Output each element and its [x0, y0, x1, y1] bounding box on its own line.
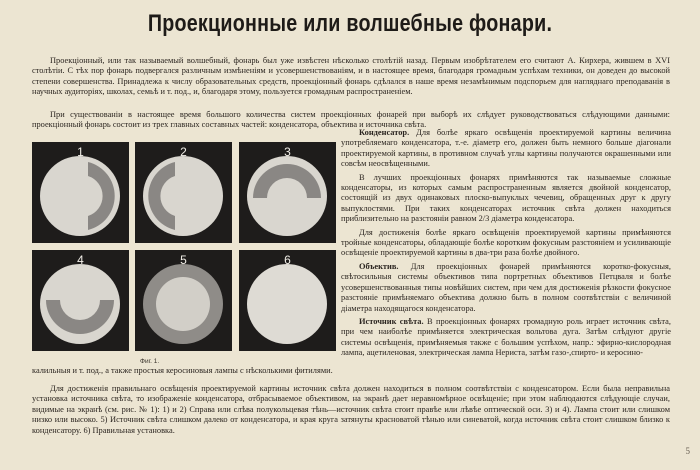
panel-number: 5	[180, 253, 187, 267]
objective-text: Для проекціонных фонарей примѣняются коротко-фокусныя, свѣтосильныя системы объективов типа портретных объективов Петцваля и болѣе усовершенствованныя типы новѣйших систем, при чем для достиженія рѣзкости фокусное разстояніе примѣняемаго объектива должно быть в полном соотвѣтствіи с величиной діаметра находящагося конденсатора.	[341, 261, 671, 313]
lamps-continuation: калильныя и т. под., а также простыя керосиновыя лампы с нѣсколькими фитилями.	[32, 366, 333, 375]
panel-number: 4	[77, 253, 84, 267]
panel-number: 2	[180, 145, 187, 159]
figure-caption: Фиг. 1.	[140, 358, 160, 365]
term-condenser: Конденсатор.	[359, 128, 410, 137]
figure-illumination-cases	[32, 142, 336, 364]
figure-panel-2	[135, 142, 232, 243]
term-light-source: Источник свѣта.	[359, 316, 424, 326]
condenser-text: Для болѣе яркаго освѣщенія проектируемой картины величина употребляемаго конденсатора, т.-е. діаметр его, должен быть немного больше діагонали проектируемой картины, в противном случаѣ углы картины получаются окрашенными или совсѣм неосвѣщенными.	[341, 128, 671, 169]
components-paragraph: При существованіи в настоящее время большого количества систем проекціонных фонарей при выборѣ их слѣдует руководствоваться слѣдующими данными: проекціонный фонарь состоит из трех главных составных частей: конденсатора, объектива и источника свѣта.	[32, 110, 670, 130]
figure-panel-6	[239, 250, 336, 351]
right-column	[341, 128, 671, 362]
panel-number: 3	[284, 145, 291, 159]
alignment-paragraph: Для достиженія правильнаго освѣщенія проектируемой картины источник свѣта должен находиться в полном соотвѣтствіи с конденсатором. Если была неправильна установка источника свѣта, то изображеніе конденсатора, отбрасываемое объективом, на экранѣ дает неравномѣрное освѣщеніе; при этом наблюдаются слѣдующіе случаи, видимые на экранѣ (см. рис. № 1): 1) и 2) Справа или слѣва полукольцевая тѣнь—источник свѣта стоит правѣе или лѣвѣе оптической оси. 3) и 4). Лампа стоит или слишком низко или высоко. 5) Источник свѣта слишком далеко от конденсатора, и края круга затянуты красноватой тѣнью или синеватой, когда источник свѣта стоит слишком близко к конденсатору. 6) Правильная установка.	[32, 384, 670, 435]
light-source-text: В проекціонных фонарях громадную роль играет источник свѣта, при чем наиболѣе примѣняется электрическая вольтова дуга. Затѣм слѣдуют другіе системы освѣщенія, примѣняемыя также с большим успѣхом, напр.: эфирно-кислородная лампа, ацетиленовая, электрическая лампа Нериста, затѣм газо-,спирто- и керосино-	[341, 316, 671, 358]
figure-panel-4	[32, 250, 129, 351]
triple-condenser-paragraph: Для достиженія болѣе яркаго освѣщенія проектируемой картины примѣняются тройные конденсаторы, обладающіе болѣе коротким фокусным разстояніем и усиливающіе освѣщеніе проектируемой картины в два-три раза болѣе двойного.	[341, 227, 671, 258]
intro-paragraph: Проекціонный, или так называемый волшебный, фонарь был уже извѣстен нѣсколько столѣтій назад. Первым изобрѣтателем его считают А. Кирхера, жившем в XVI столѣтіи. С тѣх пор фонарь подвергался различным измѣненіям и усовершенствованіям, и в настоящее время, благодаря громадным успѣхам техники, он доведен до высокой степени совершенства. Принадлежа к числу образовательных средств, проекціонный фонарь сдѣлался в наше время незамѣнимым подспорьем для нагляднаго преподаванія в научных аудиторіях, школах, семьѣ и т. под., и, благодаря этому, пользуется громадным распространеніем.	[32, 56, 670, 97]
page-title: Проекционные или волшебные фонари.	[147, 10, 553, 37]
light-source-paragraph	[341, 317, 671, 359]
compound-condenser-paragraph: В лучших проекціонных фонарях примѣняются так называемые сложные конденсаторы, из которых самым распространенным является двойной конденсатор, состоящій из двух одинаковых плоско-выпуклых чечевиц, обращенных друг к другу выпуклостями. При таких конденсаторах источник свѣта должен находиться приблизительно на разстояніи равном 2/3 діаметра конденсатора.	[341, 172, 671, 224]
panel-number: 6	[284, 253, 291, 267]
page-number: 5	[685, 446, 690, 456]
panel-number: 1	[77, 145, 84, 159]
figure-panel-3	[239, 142, 336, 243]
objective-paragraph	[341, 262, 671, 314]
term-objective: Объектив.	[359, 261, 399, 271]
figure-panel-1	[32, 142, 129, 243]
condenser-paragraph	[341, 128, 671, 170]
figure-panel-5	[135, 250, 232, 351]
